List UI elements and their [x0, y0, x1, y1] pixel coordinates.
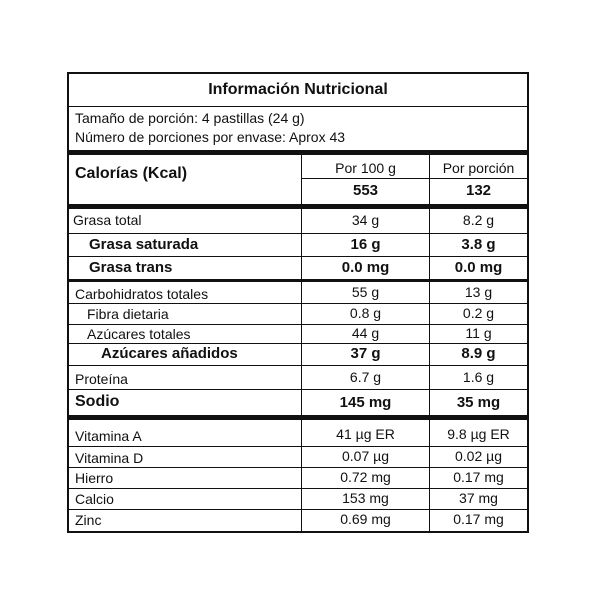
divider: [69, 446, 527, 447]
nutrient-per-serving: 37 mg: [459, 490, 498, 506]
nutrient-per-100g: 6.7 g: [349, 369, 382, 385]
nutrient-name: Grasa total: [73, 212, 142, 228]
divider: [301, 178, 527, 179]
divider: [69, 233, 527, 234]
thick-divider: [69, 204, 527, 209]
nutrient-name: Azúcares totales: [87, 326, 191, 342]
nutrient-per-100g: 16 g: [350, 236, 381, 253]
nutrient-name: Grasa saturada: [89, 236, 199, 253]
divider: [69, 365, 527, 366]
label-title: Información Nutricional: [208, 81, 388, 98]
nutrient-per-100g: 37 g: [350, 345, 381, 362]
nutrient-per-100g: 0.72 mg: [340, 469, 391, 485]
calories-per-serving: 132: [465, 182, 492, 199]
nutrition-facts-label: [67, 72, 529, 533]
nutrient-per-100g: 0.8 g: [349, 305, 382, 321]
nutrient-name: Proteína: [75, 371, 128, 387]
nutrient-per-serving: 13 g: [464, 284, 493, 300]
nutrient-per-100g: 0.69 mg: [340, 511, 391, 527]
nutrient-per-serving: 1.6 g: [462, 369, 495, 385]
nutrient-per-serving: 0.2 g: [462, 305, 495, 321]
divider: [69, 303, 527, 304]
nutrient-name: Sodio: [75, 393, 120, 410]
divider: [69, 467, 527, 468]
nutrient-name: Carbohidratos totales: [75, 286, 209, 302]
nutrient-per-serving: 8.9 g: [461, 345, 496, 362]
nutrient-per-serving: 0.17 mg: [453, 469, 504, 485]
nutrient-name: Fibra dietaria: [87, 306, 169, 322]
nutrient-name: Azúcares añadidos: [101, 345, 238, 362]
divider: [69, 343, 527, 344]
thick-divider: [69, 415, 527, 420]
divider: [69, 389, 527, 390]
nutrient-per-serving: 11 g: [465, 325, 492, 341]
nutrient-name: Grasa trans: [89, 259, 173, 276]
nutrient-per-100g: 0.0 mg: [341, 259, 390, 276]
nutrient-per-serving: 0.02 µg: [455, 448, 502, 464]
nutrient-per-100g: 145 mg: [339, 394, 392, 411]
nutrient-per-100g: 0.07 µg: [342, 448, 389, 464]
servings-per-container: Número de porciones por envase: Aprox 43: [75, 129, 346, 145]
nutrient-per-serving: 9.8 µg ER: [447, 426, 510, 442]
nutrient-per-100g: 34 g: [351, 212, 380, 228]
serving-size: Tamaño de porción: 4 pastillas (24 g): [75, 110, 305, 126]
col-header-per-serving: Por porción: [442, 160, 515, 176]
calories-label: Calorías (Kcal): [75, 165, 188, 182]
col-header-per-100g: Por 100 g: [335, 160, 396, 176]
nutrient-per-serving: 3.8 g: [461, 236, 496, 253]
thick-divider: [69, 150, 527, 155]
nutrient-per-100g: 55 g: [351, 284, 380, 300]
nutrient-name: Vitamina D: [75, 450, 144, 466]
divider: [69, 488, 527, 489]
nutrient-per-serving: 8.2 g: [462, 212, 495, 228]
nutrient-per-100g: 153 mg: [342, 490, 389, 506]
nutrient-per-100g: 41 µg ER: [336, 426, 395, 442]
divider: [69, 106, 527, 107]
nutrient-name: Calcio: [75, 491, 114, 507]
nutrient-name: Hierro: [75, 470, 114, 486]
divider: [69, 509, 527, 510]
calories-per-100g: 553: [352, 182, 379, 199]
nutrient-name: Zinc: [75, 512, 102, 528]
nutrient-per-serving: 0.0 mg: [454, 259, 503, 276]
nutrient-name: Vitamina A: [75, 428, 142, 444]
divider: [69, 256, 527, 257]
nutrient-per-serving: 0.17 mg: [453, 511, 504, 527]
nutrient-per-100g: 44 g: [351, 325, 380, 341]
nutrient-per-serving: 35 mg: [456, 394, 501, 411]
thick-divider: [69, 279, 527, 282]
